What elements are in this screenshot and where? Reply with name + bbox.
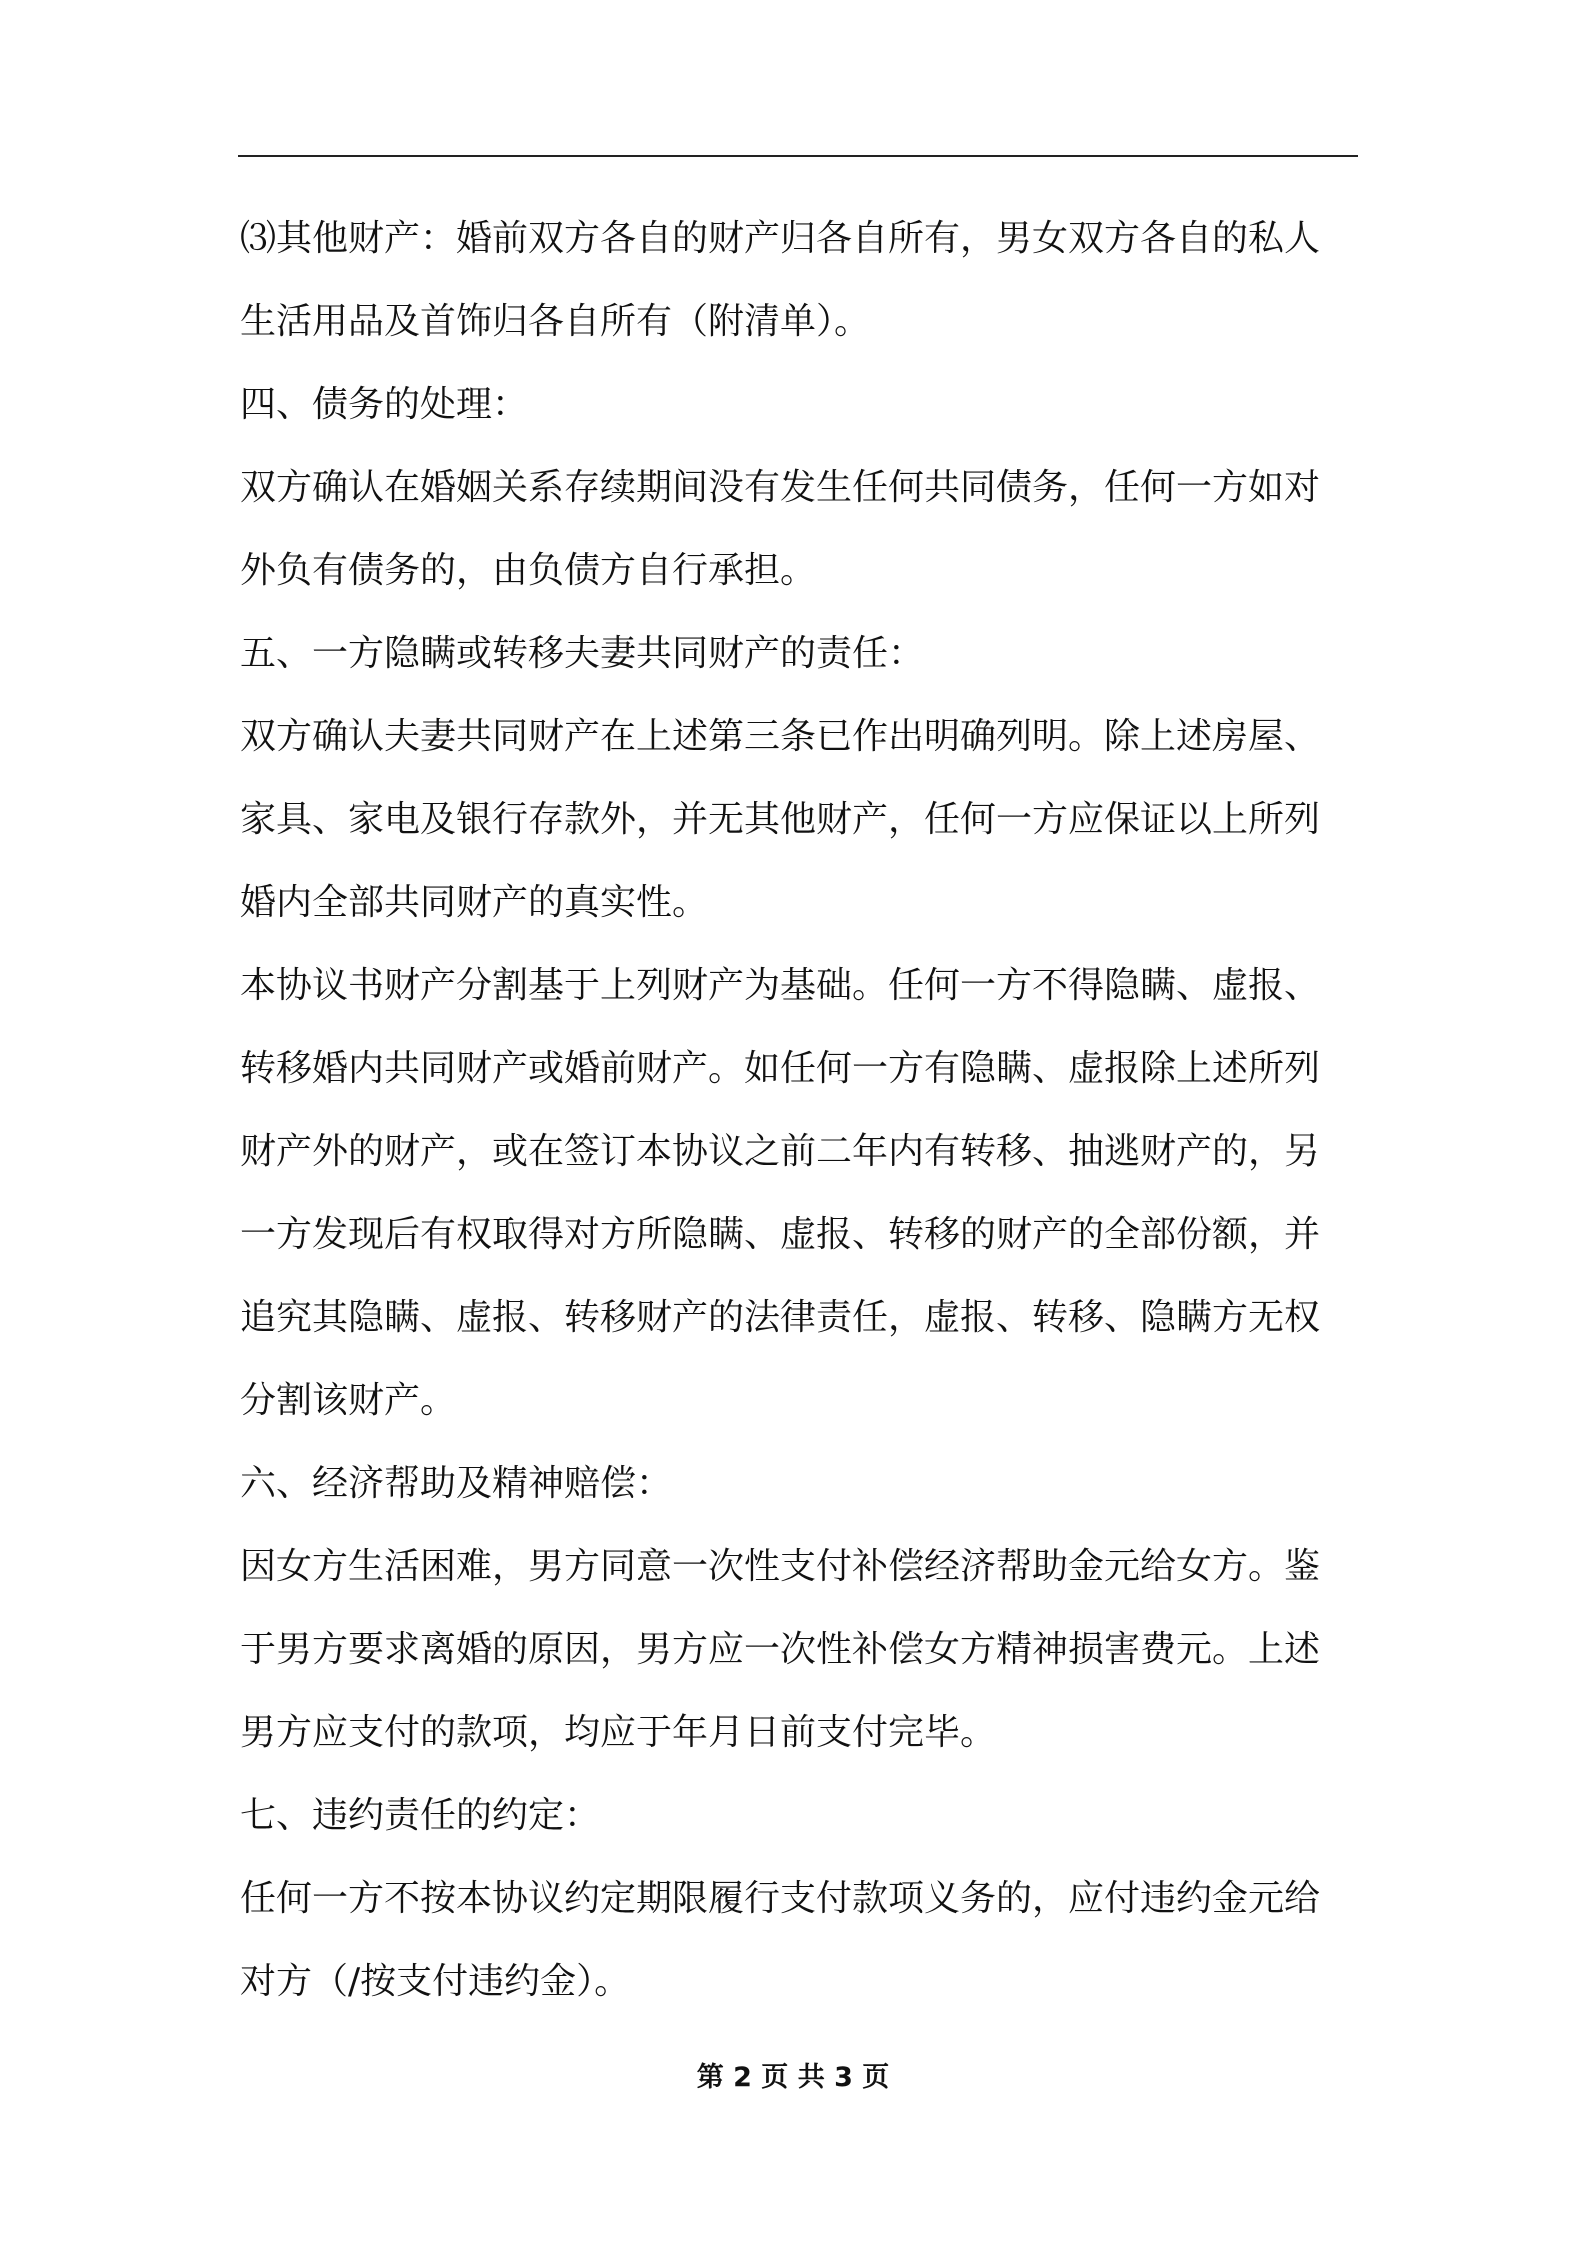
text-line: 任何一方不按本协议约定期限履行支付款项义务的，应付违约金元给 bbox=[240, 1878, 1321, 1919]
document-body bbox=[240, 197, 1360, 2023]
text-line: 婚内全部共同财产的真实性。 bbox=[240, 882, 709, 923]
text-line: 追究其隐瞒、虚报、转移财产的法律责任，虚报、转移、隐瞒方无权 bbox=[240, 1297, 1321, 1338]
section-heading-concealment: 五、一方隐瞒或转移夫妻共同财产的责任： bbox=[240, 633, 925, 674]
text-line: 转移婚内共同财产或婚前财产。如任何一方有隐瞒、虚报除上述所列 bbox=[240, 1048, 1321, 1089]
header-rule bbox=[238, 155, 1358, 157]
text-line: 家具、家电及银行存款外，并无其他财产，任何一方应保证以上所列 bbox=[240, 799, 1321, 840]
text-line: 双方确认夫妻共同财产在上述第三条已作出明确列明。除上述房屋、 bbox=[240, 716, 1321, 757]
text-line: 外负有债务的，由负债方自行承担。 bbox=[240, 550, 817, 591]
text-line: 双方确认在婚姻关系存续期间没有发生任何共同债务，任何一方如对 bbox=[240, 467, 1321, 508]
text-line: 财产外的财产，或在签订本协议之前二年内有转移、抽逃财产的，另 bbox=[240, 1131, 1321, 1172]
page-number: 第 2 页 共 3 页 bbox=[696, 2062, 890, 2093]
section-heading-debts: 四、债务的处理： bbox=[240, 384, 529, 425]
section-heading-compensation: 六、经济帮助及精神赔偿： bbox=[240, 1463, 673, 1504]
text-line: 本协议书财产分割基于上列财产为基础。任何一方不得隐瞒、虚报、 bbox=[240, 965, 1321, 1006]
text-line: ⑶其他财产：婚前双方各自的财产归各自所有，男女双方各自的私人 bbox=[240, 218, 1321, 259]
text-line: 分割该财产。 bbox=[240, 1380, 457, 1421]
text-line: 对方（/按支付违约金）。 bbox=[240, 1961, 631, 2002]
text-line: 于男方要求离婚的原因，男方应一次性补偿女方精神损害费元。上述 bbox=[240, 1629, 1321, 1670]
text-line: 男方应支付的款项，均应于年月日前支付完毕。 bbox=[240, 1712, 997, 1753]
text-line: 生活用品及首饰归各自所有（附清单）。 bbox=[240, 301, 871, 342]
text-line: 因女方生活困难，男方同意一次性支付补偿经济帮助金元给女方。鉴 bbox=[240, 1546, 1321, 1587]
text-line: 一方发现后有权取得对方所隐瞒、虚报、转移的财产的全部份额，并 bbox=[240, 1214, 1321, 1255]
section-heading-breach: 七、违约责任的约定： bbox=[240, 1795, 601, 1836]
